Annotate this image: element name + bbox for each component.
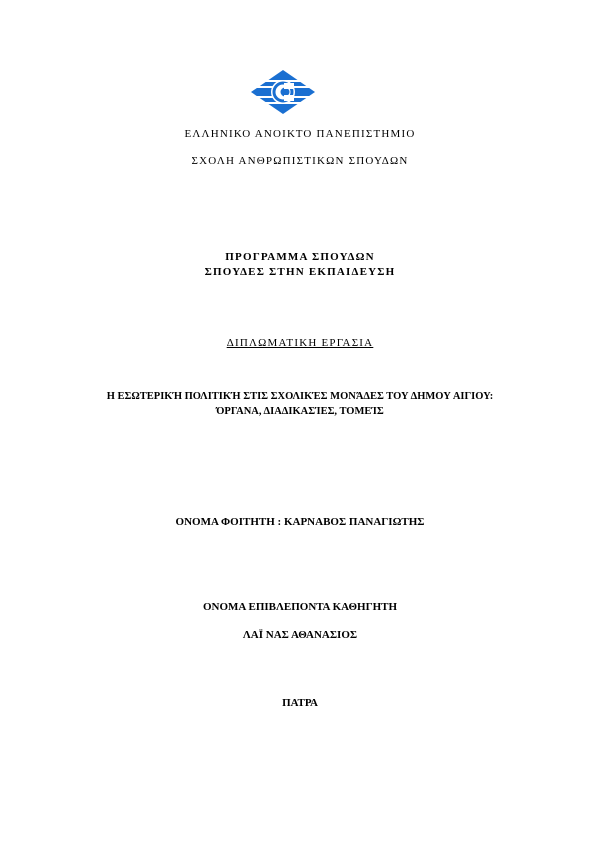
city: ΠΑΤΡΑ: [282, 697, 318, 709]
program-subtitle: ΣΠΟΥΔΕΣ ΣΤΗΝ ΕΚΠΑΙΔΕΥΣΗ: [204, 266, 396, 278]
thesis-label: ΔΙΠΛΩΜΑΤΙΚΗ ΕΡΓΑΣΙΑ: [226, 337, 374, 349]
supervisor-label: ΟΝΟΜΑ ΕΠΙΒΛΕΠΟΝΤΑ ΚΑΘΗΓΗΤΗ: [202, 601, 398, 613]
student-name: ΟΝΟΜΑ ΦΟΙΤΗΤΗ : ΚΑΡΝΑΒΟΣ ΠΑΝΑΓΙΩΤΗΣ: [175, 516, 425, 528]
thesis-title-line2: ΌΡΓΑΝΑ, ΔΙΑΔΙΚΑΣΊΕΣ, ΤΟΜΕΊΣ: [216, 406, 384, 417]
thesis-title-line1: Η ΕΣΩΤΕΡΙΚΉ ΠΟΛΙΤΙΚΉ ΣΤΙΣ ΣΧΟΛΙΚΈΣ ΜΟΝΆΔΕΣ ΤΟΥ ΔΗΜΟΥ ΑΙΓΙΟΥ:: [106, 391, 494, 402]
university-logo-icon: [251, 70, 315, 114]
university-name: ΕΛΛΗΝΙΚΟ ΑΝΟΙΚΤΟ ΠΑΝΕΠΙΣΤΗΜΙΟ: [184, 128, 416, 140]
school-name: ΣΧΟΛΗ ΑΝΘΡΩΠΙΣΤΙΚΩΝ ΣΠΟΥΔΩΝ: [191, 155, 409, 167]
program-title: ΠΡΟΓΡΑΜΜΑ ΣΠΟΥΔΩΝ: [225, 251, 375, 263]
supervisor-name: ΛΑΪ ΝΑΣ ΑΘΑΝΑΣΙΟΣ: [242, 629, 358, 641]
